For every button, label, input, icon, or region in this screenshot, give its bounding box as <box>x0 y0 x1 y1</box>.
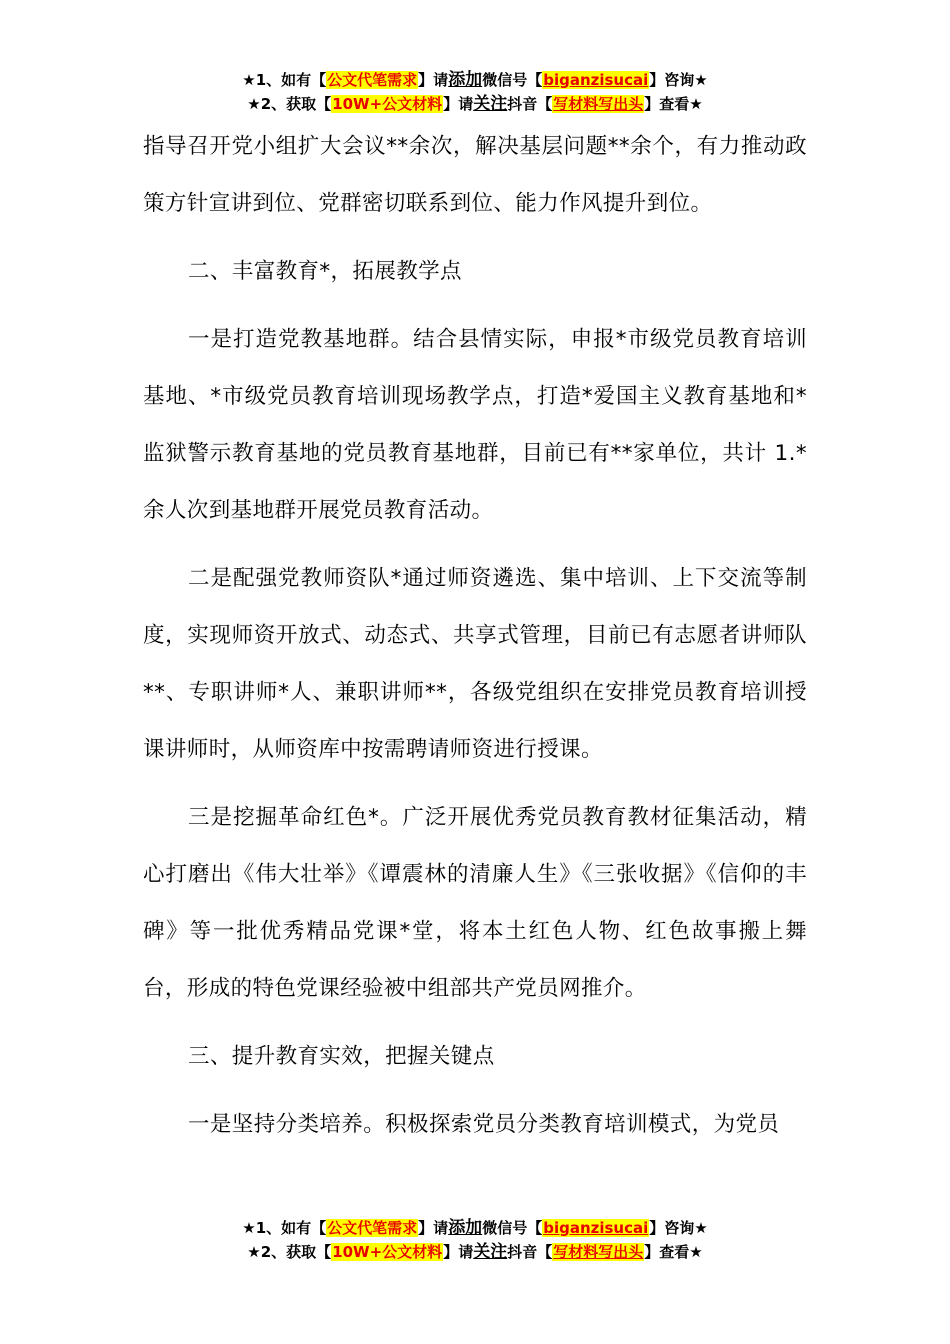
banner-line-1 <box>0 1216 950 1240</box>
wechat-id-link[interactable]: biganzisucai <box>543 71 649 89</box>
section-heading: 三、提升教育实效，把握关键点 <box>188 1044 495 1069</box>
banner-line-2 <box>0 1240 950 1264</box>
banner-text: 微信号【 <box>482 71 543 89</box>
paragraph: 指导召开党小组扩大会议**余次，解决基层问题**余个，有力推动政策方针宣讲到位、党群密切联系到位、能力作风提升到位。 <box>143 134 807 216</box>
banner-highlight: 公文代笔需求 <box>327 1219 418 1237</box>
banner-text: 】请 <box>443 95 474 113</box>
banner-text: 】咨询★ <box>649 71 708 89</box>
section-heading: 二、丰富教育*，拓展教学点 <box>188 259 462 284</box>
banner-text: ★2、获取【 <box>247 1243 332 1261</box>
banner-emphasis: 关注 <box>473 1242 508 1262</box>
banner-text: 抖音【 <box>507 95 553 113</box>
banner-text: 】请 <box>443 1243 474 1261</box>
banner-text: 】查看★ <box>644 1243 703 1261</box>
banner-text: ★1、如有【 <box>242 1219 327 1237</box>
banner-text: 】查看★ <box>644 95 703 113</box>
paragraph: 三是挖掘革命红色*。广泛开展优秀党员教育教材征集活动，精心打磨出《伟大壮举》《谭震林的清廉人生》《三张收据》《信仰的丰碑》等一批优秀精品党课*堂，将本土红色人物、红色故事搬上舞台，形成的特色党课经验被中组部共产党员网推介。 <box>143 805 807 1001</box>
banner-line-2 <box>0 92 950 116</box>
banner-highlight: 10W+公文材料 <box>332 1243 443 1261</box>
banner-text: 】请 <box>418 71 449 89</box>
header-banner <box>0 68 950 116</box>
banner-text: 】咨询★ <box>649 1219 708 1237</box>
paragraph: 一是打造党教基地群。结合县情实际，申报*市级党员教育培训基地、*市级党员教育培训现场教学点，打造*爱国主义教育基地和*监狱警示教育基地的党员教育基地群，目前已有**家单位，共计 1.*余人次到基地群开展党员教育活动。 <box>143 327 807 523</box>
footer-banner <box>0 1216 950 1264</box>
banner-text: ★2、获取【 <box>247 95 332 113</box>
paragraph: 一是坚持分类培养。积极探索党员分类教育培训模式，为党员 <box>188 1112 780 1137</box>
wechat-id-link[interactable]: biganzisucai <box>543 1219 649 1237</box>
document-body <box>143 118 807 1153</box>
banner-line-1 <box>0 68 950 92</box>
banner-highlight: 10W+公文材料 <box>332 95 443 113</box>
douyin-account-link[interactable]: 写材料写出头 <box>553 1243 644 1261</box>
paragraph: 二是配强党教师资队*通过师资遴选、集中培训、上下交流等制度，实现师资开放式、动态式、共享式管理，目前已有志愿者讲师队**、专职讲师*人、兼职讲师**，各级党组织在安排党员教育培训授课讲师时，从师资库中按需聘请师资进行授课。 <box>143 566 807 762</box>
douyin-account-link[interactable]: 写材料写出头 <box>553 95 644 113</box>
banner-emphasis: 添加 <box>448 70 483 90</box>
banner-text: 微信号【 <box>482 1219 543 1237</box>
banner-text: ★1、如有【 <box>242 71 327 89</box>
banner-emphasis: 添加 <box>448 1218 483 1238</box>
banner-emphasis: 关注 <box>473 94 508 114</box>
banner-highlight: 公文代笔需求 <box>327 71 418 89</box>
banner-text: 】请 <box>418 1219 449 1237</box>
banner-text: 抖音【 <box>507 1243 553 1261</box>
